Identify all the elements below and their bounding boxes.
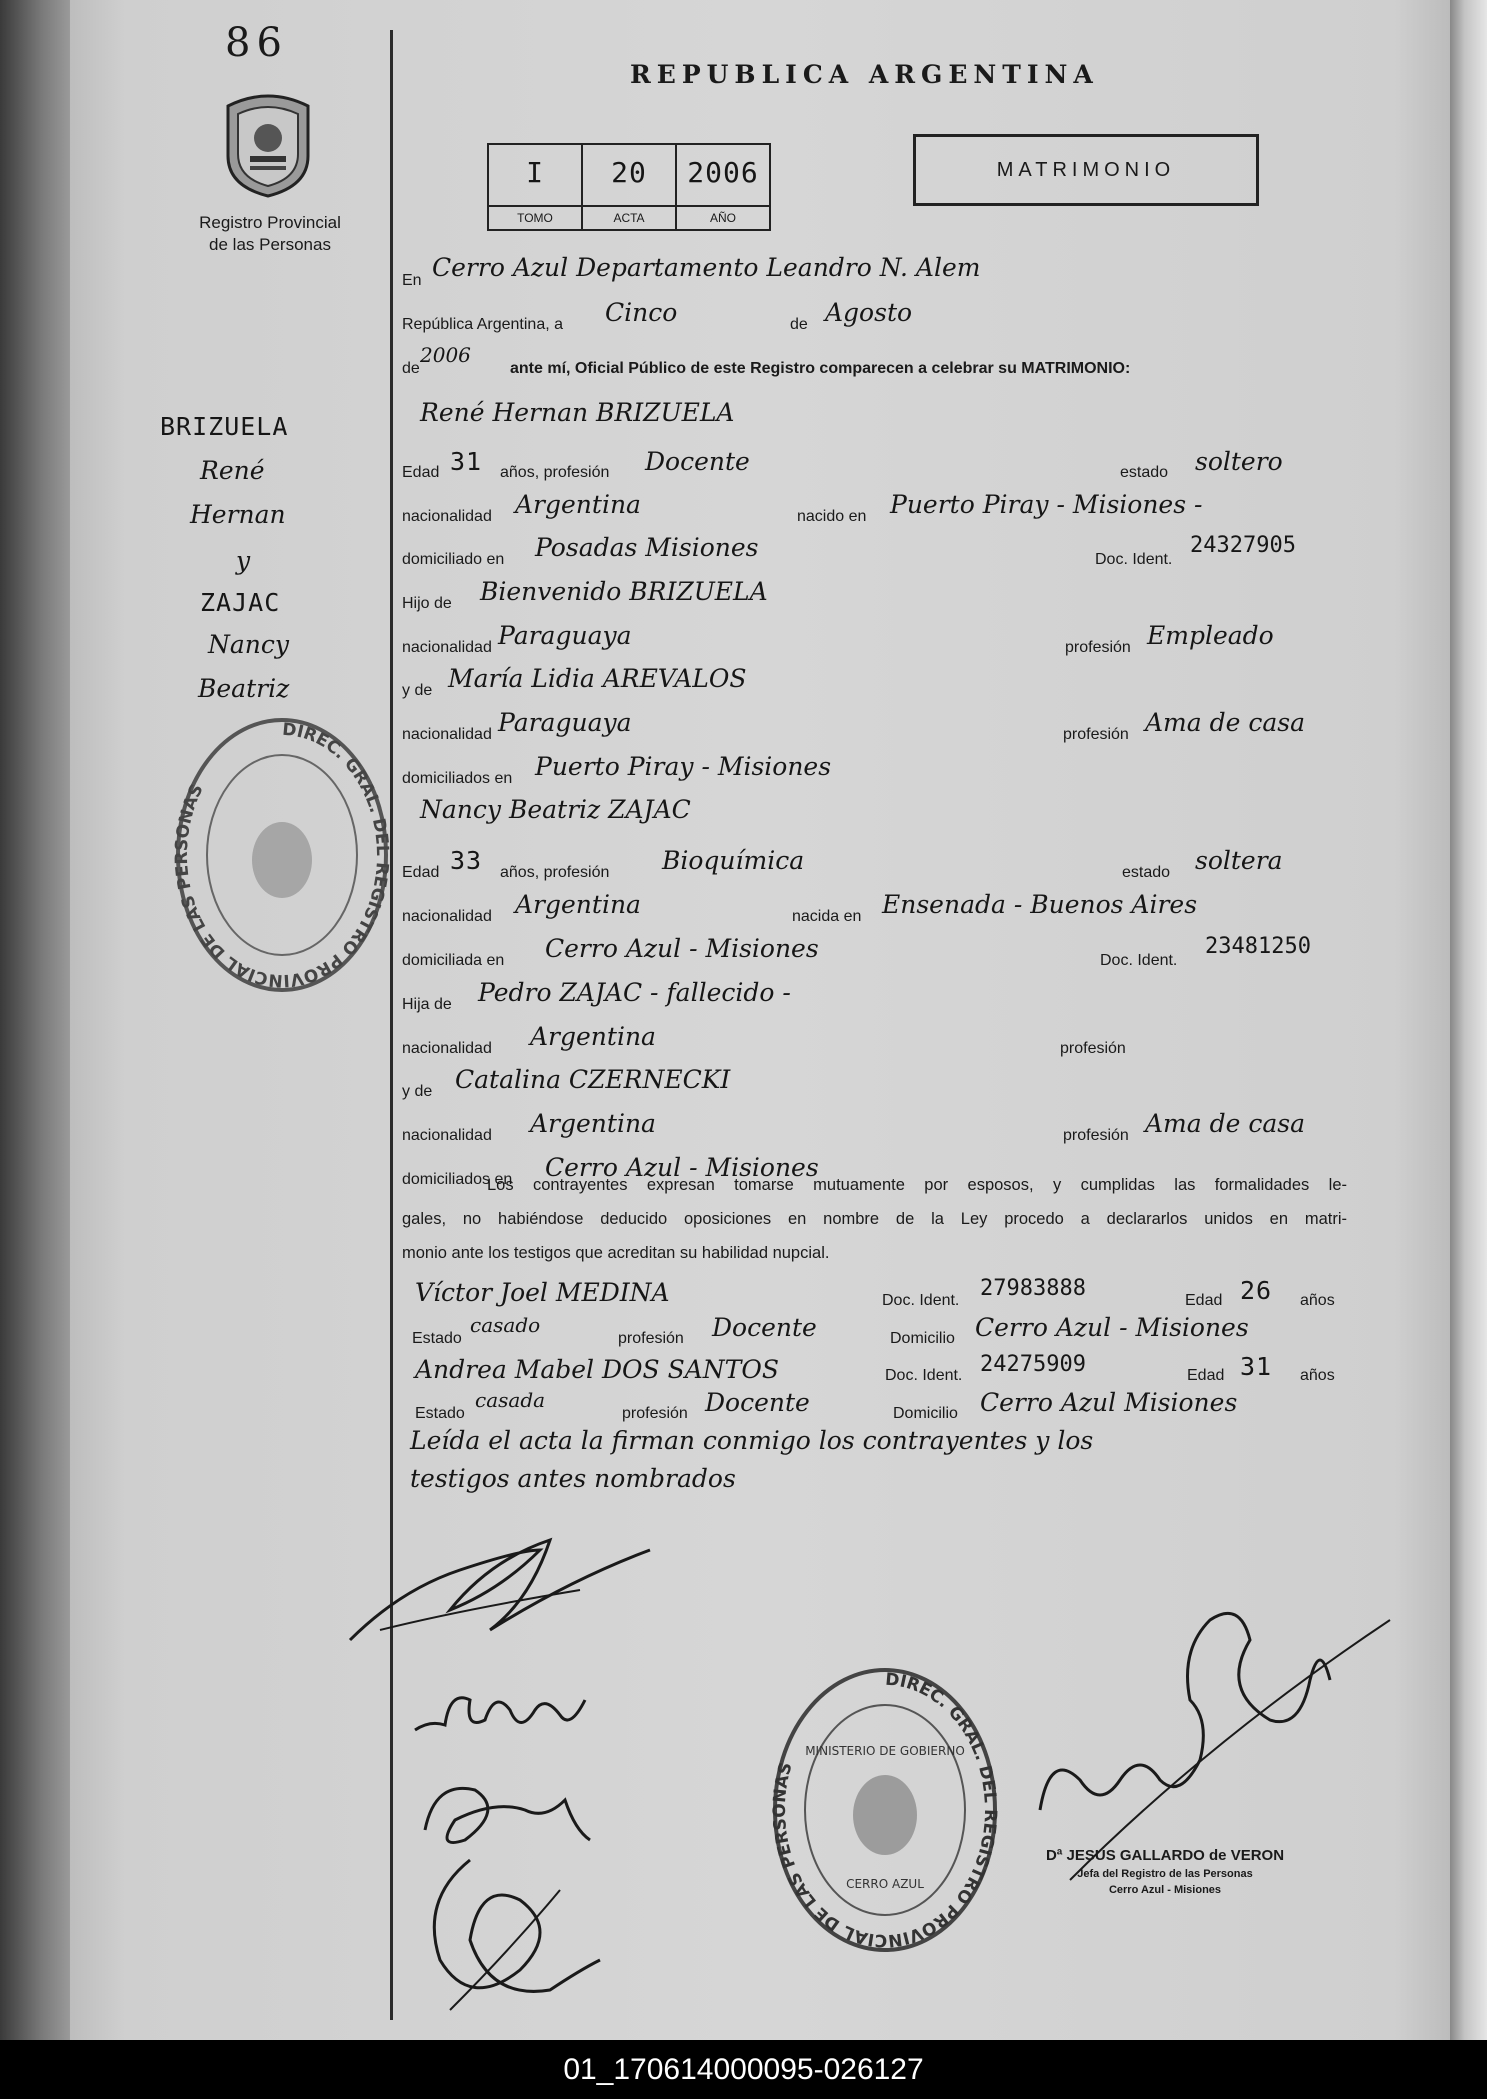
groom-father: Bienvenido BRIZUELA xyxy=(480,577,768,606)
groom-mother-prof-label: profesión xyxy=(1063,726,1129,743)
statement-line-2: gales, no habiéndose deducido oposiciones en nombre de la Ley procedo a declararlos unidos en matri- xyxy=(402,1210,1347,1228)
closing-line-1: Leída el acta la firman conmigo los contrayentes y los xyxy=(410,1426,1094,1455)
witness-1-doc-label: Doc. Ident. xyxy=(882,1292,960,1309)
country-title: REPUBLICA ARGENTINA xyxy=(630,60,1099,89)
signature-groom xyxy=(340,1530,660,1660)
groom-parents-dom-label: domiciliados en xyxy=(402,770,513,787)
bride-nationality: Argentina xyxy=(515,890,641,919)
bride-father-nationality: Argentina xyxy=(530,1022,656,1051)
marriage-place: Cerro Azul Departamento Leandro N. Alem xyxy=(432,253,981,282)
bride-father-nat-label: nacionalidad xyxy=(402,1040,492,1057)
groom-prof-label: años, profesión xyxy=(500,464,610,481)
witness-1-name: Víctor Joel MEDINA xyxy=(415,1278,670,1307)
bride-parents-dom-label: domiciliados en xyxy=(402,1171,513,1188)
bride-birthplace: Ensenada - Buenos Aires xyxy=(882,890,1198,919)
margin-surname-1: BRIZUELA xyxy=(160,412,289,441)
groom-mother-profession: Ama de casa xyxy=(1145,708,1305,737)
record-type-box xyxy=(913,134,1259,206)
bride-hija-label: Hija de xyxy=(402,996,452,1013)
ano-label: AÑO xyxy=(677,205,769,229)
statement-line-3: monio ante los testigos que acreditan su habilidad nupcial. xyxy=(402,1244,830,1262)
official-title: Jefa del Registro de las Personas xyxy=(1077,1868,1253,1880)
witness-1-age: 26 xyxy=(1240,1276,1273,1305)
record-reference-table xyxy=(487,143,771,231)
witness-1-doc: 27983888 xyxy=(980,1276,1086,1301)
groom-domic-label: domiciliado en xyxy=(402,551,505,568)
witness-1-prof-label: profesión xyxy=(618,1330,684,1347)
registry-name xyxy=(185,212,355,256)
bride-profession: Bioquímica xyxy=(662,846,805,875)
marriage-day: Cinco xyxy=(605,298,678,327)
witness-2-dom-label: Domicilio xyxy=(893,1405,958,1422)
groom-nationality: Argentina xyxy=(515,490,641,519)
tomo-cell xyxy=(489,145,583,229)
marriage-month: Agosto xyxy=(825,298,913,327)
witness-2-domicile: Cerro Azul Misiones xyxy=(980,1388,1238,1417)
witness-1-edad-label: Edad xyxy=(1185,1292,1223,1309)
bride-domic-label: domiciliada en xyxy=(402,952,505,969)
bride-domicile: Cerro Azul - Misiones xyxy=(545,934,819,963)
groom-nat-label: nacionalidad xyxy=(402,508,492,525)
margin-given-1: René xyxy=(200,456,265,485)
ano-value: 2006 xyxy=(687,156,759,189)
republica-label: República Argentina, a xyxy=(402,316,563,333)
official-name: Dª JESUS GALLARDO de VERON xyxy=(1045,1847,1285,1864)
registry-line-2: de las Personas xyxy=(209,235,331,254)
groom-doc-label: Doc. Ident. xyxy=(1095,551,1173,568)
groom-yde-label: y de xyxy=(402,682,433,699)
record-type: MATRIMONIO xyxy=(996,159,1176,181)
groom-father-profession: Empleado xyxy=(1147,621,1274,650)
stamp-right-bottom: CERRO AZUL xyxy=(846,1877,924,1891)
groom-mother: María Lidia AREVALOS xyxy=(448,664,747,693)
groom-domicile: Posadas Misiones xyxy=(535,533,759,562)
signature-bride xyxy=(410,1670,610,1750)
witness-2-anos-label: años xyxy=(1300,1367,1335,1384)
groom-birthplace: Puerto Piray - Misiones - xyxy=(890,490,1203,519)
groom-edad-label: Edad xyxy=(402,464,440,481)
book-binding xyxy=(0,0,70,2040)
witness-2-prof-label: profesión xyxy=(622,1405,688,1422)
en-label: En xyxy=(402,272,422,289)
bride-edad-label: Edad xyxy=(402,864,440,881)
groom-mother-nat-label: nacionalidad xyxy=(402,726,492,743)
bride-doc-label: Doc. Ident. xyxy=(1100,952,1178,969)
acta-label: ACTA xyxy=(583,205,675,229)
margin-divider xyxy=(390,30,393,2020)
image-caption: 01_170614000095-026127 xyxy=(0,2040,1487,2099)
bride-mother-nat-label: nacionalidad xyxy=(402,1127,492,1144)
registry-stamp-right xyxy=(770,1660,1000,1960)
statement-line-1: Los contrayentes expresan tomarse mutuamente por esposos, y cumplidas las formalidades le- xyxy=(487,1176,1347,1194)
bride-age: 33 xyxy=(450,846,483,875)
witness-1-estado: casado xyxy=(470,1313,541,1337)
witness-2-edad-label: Edad xyxy=(1187,1367,1225,1384)
bride-estado-label: estado xyxy=(1122,864,1171,881)
bride-nat-label: nacionalidad xyxy=(402,908,492,925)
margin-given-4: Beatriz xyxy=(198,674,290,703)
bride-yde-label: y de xyxy=(402,1083,433,1100)
margin-surname-2: ZAJAC xyxy=(200,588,281,617)
witness-1-domicile: Cerro Azul - Misiones xyxy=(975,1313,1249,1342)
bride-nacida-label: nacida en xyxy=(792,908,862,925)
de-label-2: de xyxy=(402,360,420,377)
tomo-label: TOMO xyxy=(489,205,581,229)
registry-stamp-left xyxy=(172,710,392,1000)
coat-of-arms-icon xyxy=(222,86,314,198)
witness-2-age: 31 xyxy=(1240,1352,1273,1381)
signature-witness-2 xyxy=(410,1840,610,2020)
bride-mother: Catalina CZERNECKI xyxy=(455,1065,731,1094)
bride-marital-status: soltera xyxy=(1195,846,1283,875)
registry-line-1: Registro Provincial xyxy=(199,213,341,232)
closing-line-2: testigos antes nombrados xyxy=(410,1464,736,1493)
witness-1-anos-label: años xyxy=(1300,1292,1335,1309)
bride-mother-profession: Ama de casa xyxy=(1145,1109,1305,1138)
groom-age: 31 xyxy=(450,447,483,476)
ano-cell xyxy=(677,145,769,229)
bride-mother-nationality: Argentina xyxy=(530,1109,656,1138)
witness-2-doc: 24275909 xyxy=(980,1352,1086,1377)
bride-prof-label: años, profesión xyxy=(500,864,610,881)
groom-profession: Docente xyxy=(645,447,750,476)
bride-parents-domicile: Cerro Azul - Misiones xyxy=(545,1153,819,1182)
folio-number: 86 xyxy=(225,20,288,66)
marriage-year: 2006 xyxy=(420,343,471,367)
witness-2-name: Andrea Mabel DOS SANTOS xyxy=(415,1355,779,1384)
witness-2-doc-label: Doc. Ident. xyxy=(885,1367,963,1384)
groom-mother-nationality: Paraguaya xyxy=(498,708,632,737)
bride-father-prof-label: profesión xyxy=(1060,1040,1126,1057)
page-edge xyxy=(1450,0,1487,2040)
groom-parents-domicile: Puerto Piray - Misiones xyxy=(535,752,832,781)
margin-conjunction: y xyxy=(236,546,251,575)
groom-marital-status: soltero xyxy=(1195,447,1283,476)
groom-nacido-label: nacido en xyxy=(797,508,867,525)
groom-father-nat-label: nacionalidad xyxy=(402,639,492,656)
witness-2-estado: casada xyxy=(475,1388,546,1412)
bride-mother-prof-label: profesión xyxy=(1063,1127,1129,1144)
official-signature-block xyxy=(1005,1846,1325,1898)
witness-1-estado-label: Estado xyxy=(412,1330,462,1347)
witness-2-estado-label: Estado xyxy=(415,1405,465,1422)
groom-estado-label: estado xyxy=(1120,464,1169,481)
stamp-right-text: DIREC. GRAL. DEL REGISTRO PROVINCIAL DE LAS PERSONAS xyxy=(770,1669,1000,1951)
groom-father-prof-label: profesión xyxy=(1065,639,1131,656)
tomo-value: I xyxy=(526,156,544,189)
margin-given-3: Nancy xyxy=(208,630,290,659)
margin-given-2: Hernan xyxy=(190,500,286,529)
witness-1-dom-label: Domicilio xyxy=(890,1330,955,1347)
acta-value: 20 xyxy=(611,156,647,189)
bride-doc: 23481250 xyxy=(1205,934,1311,959)
stamp-left-text: DIREC. GRAL. DEL REGISTRO PROVINCIAL DE LAS PERSONAS xyxy=(172,719,392,991)
groom-name: René Hernan BRIZUELA xyxy=(420,398,735,427)
groom-father-nationality: Paraguaya xyxy=(498,621,632,650)
witness-1-profession: Docente xyxy=(712,1313,817,1342)
official-office: Cerro Azul - Misiones xyxy=(1108,1884,1222,1896)
groom-doc: 24327905 xyxy=(1190,533,1296,558)
bride-father: Pedro ZAJAC - fallecido - xyxy=(478,978,791,1007)
intro-statement: ante mí, Oficial Público de este Registro comparecen a celebrar su MATRIMONIO: xyxy=(510,360,1131,377)
stamp-right-inner: MINISTERIO DE GOBIERNO xyxy=(805,1744,965,1758)
de-label-1: de xyxy=(790,316,808,333)
acta-cell xyxy=(583,145,677,229)
witness-2-profession: Docente xyxy=(705,1388,810,1417)
groom-hijo-label: Hijo de xyxy=(402,595,452,612)
bride-name: Nancy Beatriz ZAJAC xyxy=(420,795,691,824)
marriage-statement xyxy=(402,1168,1347,1270)
